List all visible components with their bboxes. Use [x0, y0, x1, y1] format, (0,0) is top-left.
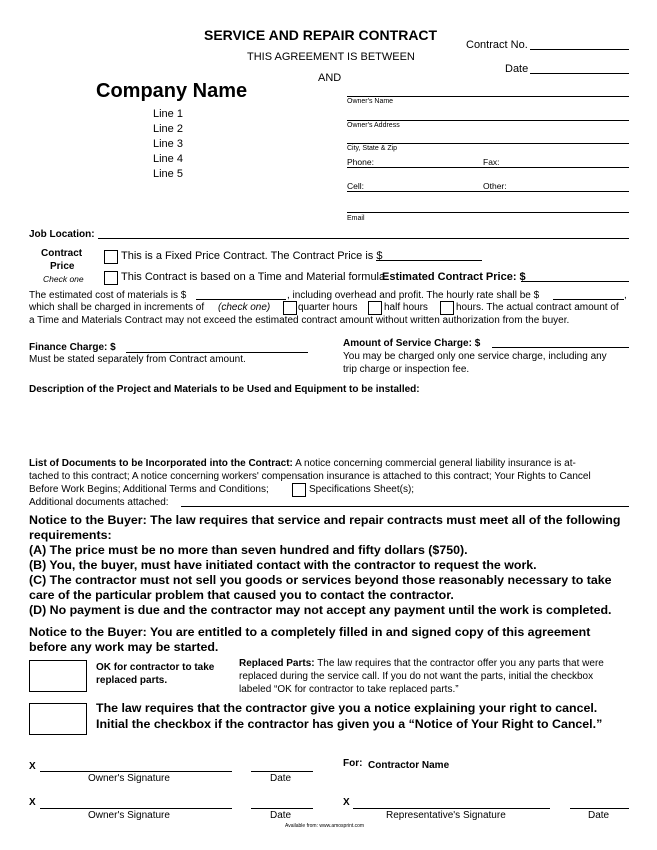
cell-label: Cell: [347, 181, 365, 191]
description-area[interactable] [29, 400, 629, 452]
owner-signature-field-2[interactable] [40, 808, 232, 809]
owner-signature-label-1: Owner's Signature [88, 773, 170, 784]
replaced-parts-text-1: The law requires that the contractor offer you any parts that were [317, 658, 604, 669]
materials-cost-text: The estimated cost of materials is $ [29, 290, 187, 301]
owner-address-label: Owner's Address [347, 122, 400, 129]
cancel-notice-line-2: Initial the checkbox if the contractor has given you a “Notice of Your Right to Cancel.” [96, 717, 603, 731]
notice-line-2: requirements: [29, 528, 112, 542]
hours-checkbox[interactable] [440, 301, 454, 315]
email-label: Email [347, 215, 365, 222]
replaced-parts-line-1 [239, 658, 604, 669]
finance-charge-field[interactable] [126, 352, 308, 353]
notice-line-4: (B) You, the buyer, must have initiated contact with the contractor to request the work. [29, 558, 537, 572]
additional-documents-field[interactable] [181, 506, 629, 507]
description-label: Description of the Project and Materials to be Used and Equipment to be installed: [29, 384, 420, 395]
fixed-price-field[interactable] [376, 260, 482, 261]
notice-line-6: care of the particular problem that caused you to contact the contractor. [29, 588, 454, 602]
check-one-label: Check one [43, 274, 84, 284]
company-line-2: Line 2 [153, 123, 183, 135]
hourly-rate-comma: , [624, 290, 627, 301]
documents-line-3: Before Work Begins; Additional Terms and Conditions; [29, 484, 269, 495]
ok-replaced-parts-1: OK for contractor to take [96, 662, 215, 673]
hourly-rate-text: , including overhead and profit. The hourly rate shall be $ [287, 290, 540, 301]
owner-date-field-1[interactable] [251, 771, 313, 772]
time-material-text: This Contract is based on a Time and Material formula. [121, 271, 389, 283]
estimated-price-label: Estimated Contract Price: $ [382, 271, 526, 283]
finance-charge-label: Finance Charge: $ [29, 342, 116, 353]
fax-label: Fax: [483, 157, 500, 167]
email-field[interactable] [347, 212, 629, 213]
replaced-parts-line-3: labeled “OK for contractor to take replaced parts.” [239, 684, 459, 695]
owner-name-label: Owner's Name [347, 98, 394, 105]
time-material-checkbox[interactable] [104, 271, 118, 285]
for-label: For: [343, 758, 363, 769]
owner-date-field-2[interactable] [251, 808, 313, 809]
job-location-field[interactable] [98, 238, 629, 239]
company-line-5: Line 5 [153, 168, 183, 180]
finance-charge-note: Must be stated separately from Contract amount. [29, 354, 246, 365]
owner-date-label-1: Date [270, 773, 292, 784]
hours-label: hours. The actual contract amount of [456, 302, 619, 313]
estimated-price-field[interactable] [521, 281, 629, 282]
service-charge-note-1: You may be charged only one service charge, including any [343, 351, 607, 362]
date-field[interactable] [530, 73, 629, 74]
copy-notice-line-1: Notice to the Buyer: You are entitled to a completely filled in and signed copy of this agreement [29, 625, 591, 639]
job-location-label: Job Location: [29, 229, 95, 240]
increments-text: which shall be charged in increments of [29, 302, 205, 313]
owner-signature-x-1: X [29, 761, 36, 772]
company-line-4: Line 4 [153, 153, 183, 165]
fixed-price-checkbox[interactable] [104, 250, 118, 264]
owner-signature-field-1[interactable] [40, 771, 232, 772]
hourly-rate-field[interactable] [553, 299, 624, 300]
documents-line-1 [29, 458, 576, 469]
rep-signature-field[interactable] [353, 808, 550, 809]
replaced-parts-label: Replaced Parts: [239, 658, 315, 669]
contract-price-label-1: Contract [41, 248, 83, 259]
contract-title: SERVICE AND REPAIR CONTRACT [204, 27, 438, 43]
owner-name-field[interactable] [347, 96, 629, 97]
city-state-zip-label: City, State & Zip [347, 145, 398, 152]
and-label: AND [318, 72, 342, 84]
replaced-parts-initial-box[interactable] [29, 660, 87, 692]
phone-label: Phone: [347, 157, 374, 167]
company-name: Company Name [96, 80, 248, 102]
increments-check-one: (check one) [218, 302, 271, 313]
phone-fax-field[interactable] [347, 167, 629, 168]
notice-line-5: (C) The contractor must not sell you goods or services beyond those reasonably necessary to take [29, 573, 612, 587]
materials-cost-field[interactable] [196, 299, 286, 300]
cell-other-field[interactable] [347, 191, 629, 192]
contractor-name: Contractor Name [368, 760, 450, 771]
rep-date-field[interactable] [570, 808, 629, 809]
specifications-label: Specifications Sheet(s); [309, 484, 415, 495]
documents-line-2: tached to this contract; A notice concerning workers' compensation insurance is attached to this contract; Your Rights to Cancel [29, 471, 591, 482]
owner-address-field[interactable] [347, 120, 629, 121]
fixed-price-text: This is a Fixed Price Contract. The Contract Price is $ [121, 250, 383, 262]
rep-date-label: Date [588, 810, 610, 821]
contract-price-label-2: Price [50, 261, 75, 272]
specifications-checkbox[interactable] [292, 483, 306, 497]
city-state-zip-field[interactable] [347, 143, 629, 144]
additional-documents-label: Additional documents attached: [29, 497, 169, 508]
notice-line-1: Notice to the Buyer: The law requires that service and repair contracts must meet all of the following [29, 513, 621, 527]
documents-label: List of Documents to be Incorporated into the Contract: [29, 458, 293, 469]
owner-date-label-2: Date [270, 810, 292, 821]
contract-no-label: Contract No. [466, 39, 528, 51]
quarter-hours-label: quarter hours [298, 302, 358, 313]
notice-line-3: (A) The price must be no more than seven hundred and fifty dollars ($750). [29, 543, 468, 557]
other-label: Other: [483, 181, 507, 191]
service-charge-note-2: trip charge or inspection fee. [343, 364, 470, 375]
cancel-notice-initial-box[interactable] [29, 703, 87, 735]
owner-signature-label-2: Owner's Signature [88, 810, 170, 821]
replaced-parts-line-2: replaced during the service call. If you do not want the parts, initial the checkbox [239, 671, 594, 682]
documents-text-1: A notice concerning commercial general liability insurance is at- [295, 458, 576, 469]
footer-source: Available from: www.amosprint.com [285, 823, 365, 829]
copy-notice-line-2: before any work may be started. [29, 640, 219, 654]
half-hours-label: half hours [384, 302, 428, 313]
half-hours-checkbox[interactable] [368, 301, 382, 315]
agreement-subtitle: THIS AGREEMENT IS BETWEEN [247, 51, 415, 63]
owner-signature-x-2: X [29, 797, 36, 808]
notice-line-7: (D) No payment is due and the contractor may not accept any payment until the work is completed. [29, 603, 612, 617]
rep-signature-x: X [343, 797, 350, 808]
company-line-3: Line 3 [153, 138, 183, 150]
service-charge-label: Amount of Service Charge: $ [343, 338, 481, 349]
cancel-notice-line-1: The law requires that the contractor give you a notice explaining your right to cancel. [96, 701, 598, 715]
company-line-1: Line 1 [153, 108, 183, 120]
quarter-hours-checkbox[interactable] [283, 301, 297, 315]
ok-replaced-parts-2: replaced parts. [96, 675, 168, 686]
contract-no-field[interactable] [530, 49, 629, 50]
rep-signature-label: Representative's Signature [386, 810, 506, 821]
date-label: Date [505, 63, 529, 75]
time-material-limit-text: a Time and Materials Contract may not exceed the estimated contract amount without written authorization from the buyer. [29, 315, 570, 326]
service-charge-field[interactable] [492, 347, 629, 348]
